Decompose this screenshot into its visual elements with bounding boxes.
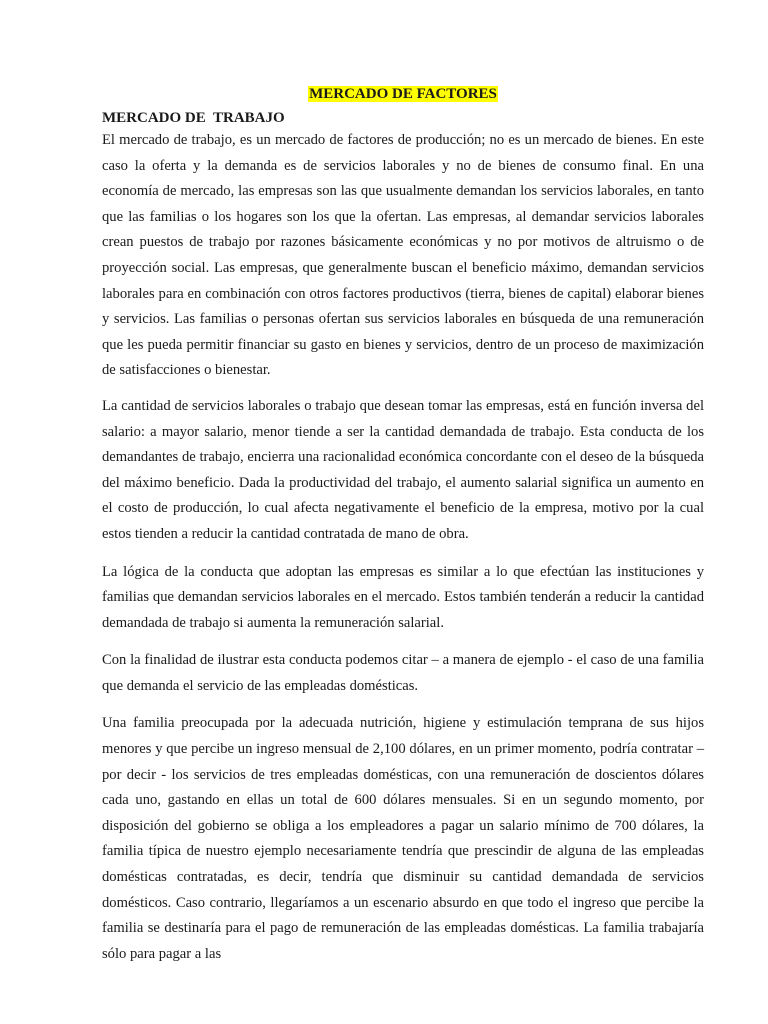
paragraph-4: Con la finalidad de ilustrar esta conducta podemos citar – a manera de ejemplo - el caso de una familia que demanda el servicio de las empleadas domésticas. — [102, 652, 704, 694]
paragraph-3: La lógica de la conducta que adoptan las empresas es similar a lo que efectúan las instituciones y familias que demandan servicios laborales en el mercado. Estos también tenderán a reducir la cantidad demandada de trabajo si aumenta la remuneración salarial. — [102, 563, 704, 631]
document-page — [102, 84, 704, 967]
paragraph-2: La cantidad de servicios laborales o trabajo que desean tomar las empresas, está en función inversa del salario: a mayor salario, menor tiende a ser la cantidad demandada de trabajo. Esta conducta de los demandantes de trabajo, encierra una racionalidad económica concordante con el deseo de la búsqueda del máximo beneficio. Dada la productividad del trabajo, el aumento salarial significa un aumento en el costo de producción, lo cual afecta negativamente el beneficio de la empresa, motivo por la cual estos tienden a reducir la cantidad contratada de mano de obra. — [102, 397, 704, 542]
document-title-highlight: MERCADO DE FACTORES — [309, 86, 497, 102]
document-title — [102, 84, 704, 106]
paragraph-5: Una familia preocupada por la adecuada nutrición, higiene y estimulación temprana de sus hijos menores y que percibe un ingreso mensual de 2,100 dólares, en un primer momento, podría contratar – por decir - los servicios de tres empleadas domésticas, con una remuneración de doscientos dólares cada uno, gastando en ellas un total de 600 dólares mensuales. Si en un segundo momento, por disposición del gobierno se obliga a los empleadores a pagar un salario mínimo de 700 dólares, la familia típica de nuestro ejemplo necesariamente tendría que prescindir de alguna de las empleadas domésticas contratadas, es decir, tendría que disminuir su cantidad demandada de servicios domésticos. Caso contrario, llegaríamos a un escenario absurdo en que todo el ingreso que percibe la familia se destinaría para el pago de remuneración de las empleadas domésticas. La familia trabajaría sólo para pagar a las — [102, 715, 704, 962]
paragraph-1: El mercado de trabajo, es un mercado de factores de producción; no es un mercado de bienes. En este caso la oferta y la demanda es de servicios laborales y no de bienes de consumo final. En una economía de mercado, las empresas son las que usualmente demandan los servicios laborales, en tanto que las familias o los hogares son los que la ofertan. Las empresas, al demandar servicios laborales crean puestos de trabajo por razones básicamente económicas y no por motivos de altruismo o de proyección social. Las empresas, que generalmente buscan el beneficio máximo, demandan servicios laborales para en combinación con otros factores productivos (tierra, bienes de capital) elaborar bienes y servicios. Las familias o personas ofertan sus servicios laborales en búsqueda de una remuneración que les pueda permitir financiar su gasto en bienes y servicios, dentro de un proceso de maximización de satisfacciones o bienestar. — [102, 132, 704, 379]
section-heading: MERCADO DE TRABAJO — [102, 110, 285, 126]
